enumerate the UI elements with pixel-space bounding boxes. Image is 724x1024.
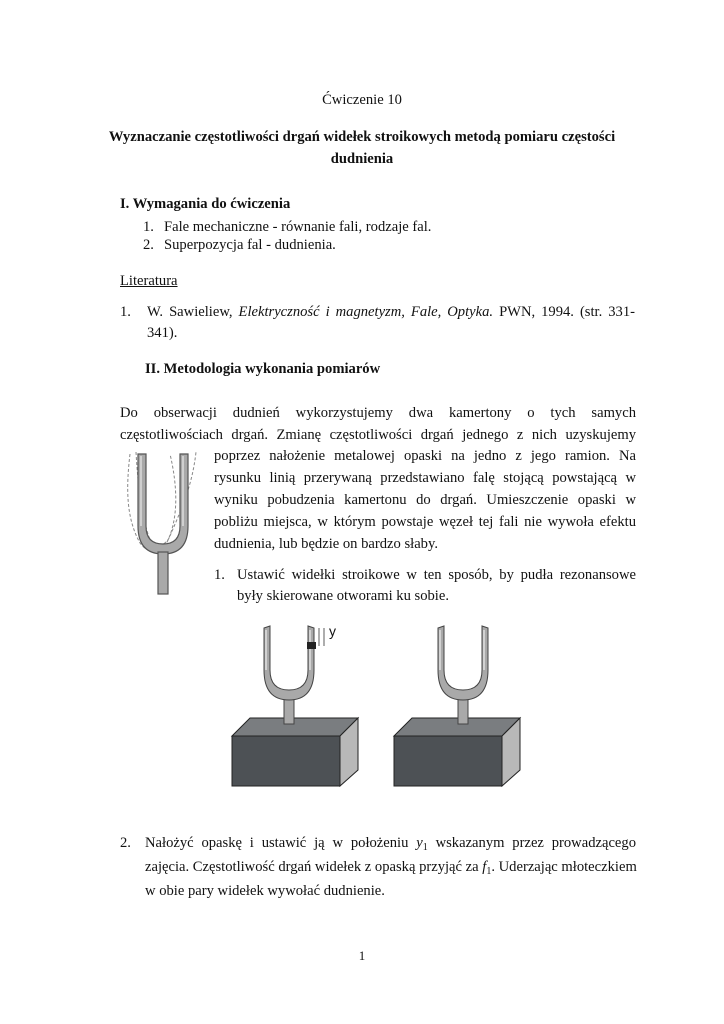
- literature-title: Elektryczność i magnetyzm, Fale, Optyka.: [238, 304, 494, 320]
- step-2-line-1: [145, 833, 636, 858]
- step-2-line-1-b: wskazanym przez prowadzącego: [435, 835, 636, 851]
- step-2-num: 2.: [120, 835, 131, 851]
- literature-entry-num: 1.: [120, 304, 131, 320]
- method-line-4: rysunku linią przerywaną przedstawiano falę stojącą powstającą w: [214, 470, 636, 486]
- symbol-f1: [482, 859, 491, 875]
- method-line-7: dudnienia, lub będzie on bardzo słaby.: [214, 536, 438, 552]
- right-tuning-fork: [438, 626, 488, 724]
- left-resonance-box: [232, 718, 358, 786]
- method-line-3: poprzez nałożenie metalowej opaski na jedno z jego ramion. Na: [214, 448, 636, 464]
- method-line-6: pobliżu miejsca, w którym powstaje węzeł tej fali nie wywoła efektu: [214, 514, 636, 530]
- method-line-1: Do obserwacji dudnień wykorzystujemy dwa kamertony o tych samych: [120, 405, 636, 421]
- method-line-2: częstotliwościach drgań. Zmianę częstotliwości drgań jednego z nich uzyskujemy: [120, 427, 636, 443]
- step-2-line-2: [145, 857, 637, 882]
- symbol-f: f: [482, 859, 487, 875]
- title-line-1: Wyznaczanie częstotliwości drgań widełek stroikowych metodą pomiaru częstości: [108, 129, 616, 145]
- symbol-f-sub: 1: [486, 866, 492, 877]
- exercise-number: Ćwiczenie 10: [322, 92, 402, 108]
- requirement-2-text: Superpozycja fal - dudnienia.: [164, 237, 336, 253]
- requirements-heading: I. Wymagania do ćwiczenia: [120, 196, 291, 212]
- method-heading: II. Metodologia wykonania pomiarów: [145, 361, 381, 377]
- metal-band: [307, 642, 316, 649]
- page-number: 1: [358, 948, 366, 963]
- literature-heading: Literatura: [120, 273, 178, 289]
- title-line-2: dudnienia: [330, 151, 394, 167]
- step-1-num: 1.: [214, 567, 225, 583]
- right-resonance-box: [394, 718, 520, 786]
- figure-label-y: y: [329, 623, 336, 639]
- step-1-line-1: Ustawić widełki stroikowe w ten sposób, by pudła rezonansowe: [237, 567, 636, 583]
- symbol-y-sub: 1: [422, 842, 428, 853]
- step-1-line-2: były skierowane otworami ku sobie.: [237, 588, 449, 604]
- literature-author: W. Sawieliew,: [147, 304, 233, 320]
- literature-publisher: PWN, 1994. (str. 331-: [499, 304, 635, 320]
- symbol-y1: [416, 835, 427, 851]
- step-2-line-2-a: zajęcia. Częstotliwość drgań widełek z opaską przyjąć za: [145, 859, 479, 875]
- step-2-line-3: w obie pary widełek wywołać dudnienie.: [145, 883, 385, 899]
- requirement-1-num: 1.: [143, 219, 154, 235]
- two-forks-figure: [228, 620, 528, 790]
- method-line-5: wyniku pobudzenia kamertonu do drgań. Umieszczenie opaski w: [214, 492, 636, 508]
- tuning-fork-wave-figure: [118, 448, 206, 598]
- step-2-line-2-b: . Uderzając młoteczkiem: [491, 859, 637, 875]
- requirement-2-num: 2.: [143, 237, 154, 253]
- step-2-line-1-a: Nałożyć opaskę i ustawić ją w położeniu: [145, 835, 409, 851]
- literature-entry: [147, 302, 635, 322]
- symbol-y: y: [416, 835, 423, 851]
- requirement-1-text: Fale mechaniczne - równanie fali, rodzaje fal.: [164, 219, 432, 235]
- literature-entry-cont: 341).: [147, 325, 178, 341]
- left-tuning-fork: [264, 626, 324, 724]
